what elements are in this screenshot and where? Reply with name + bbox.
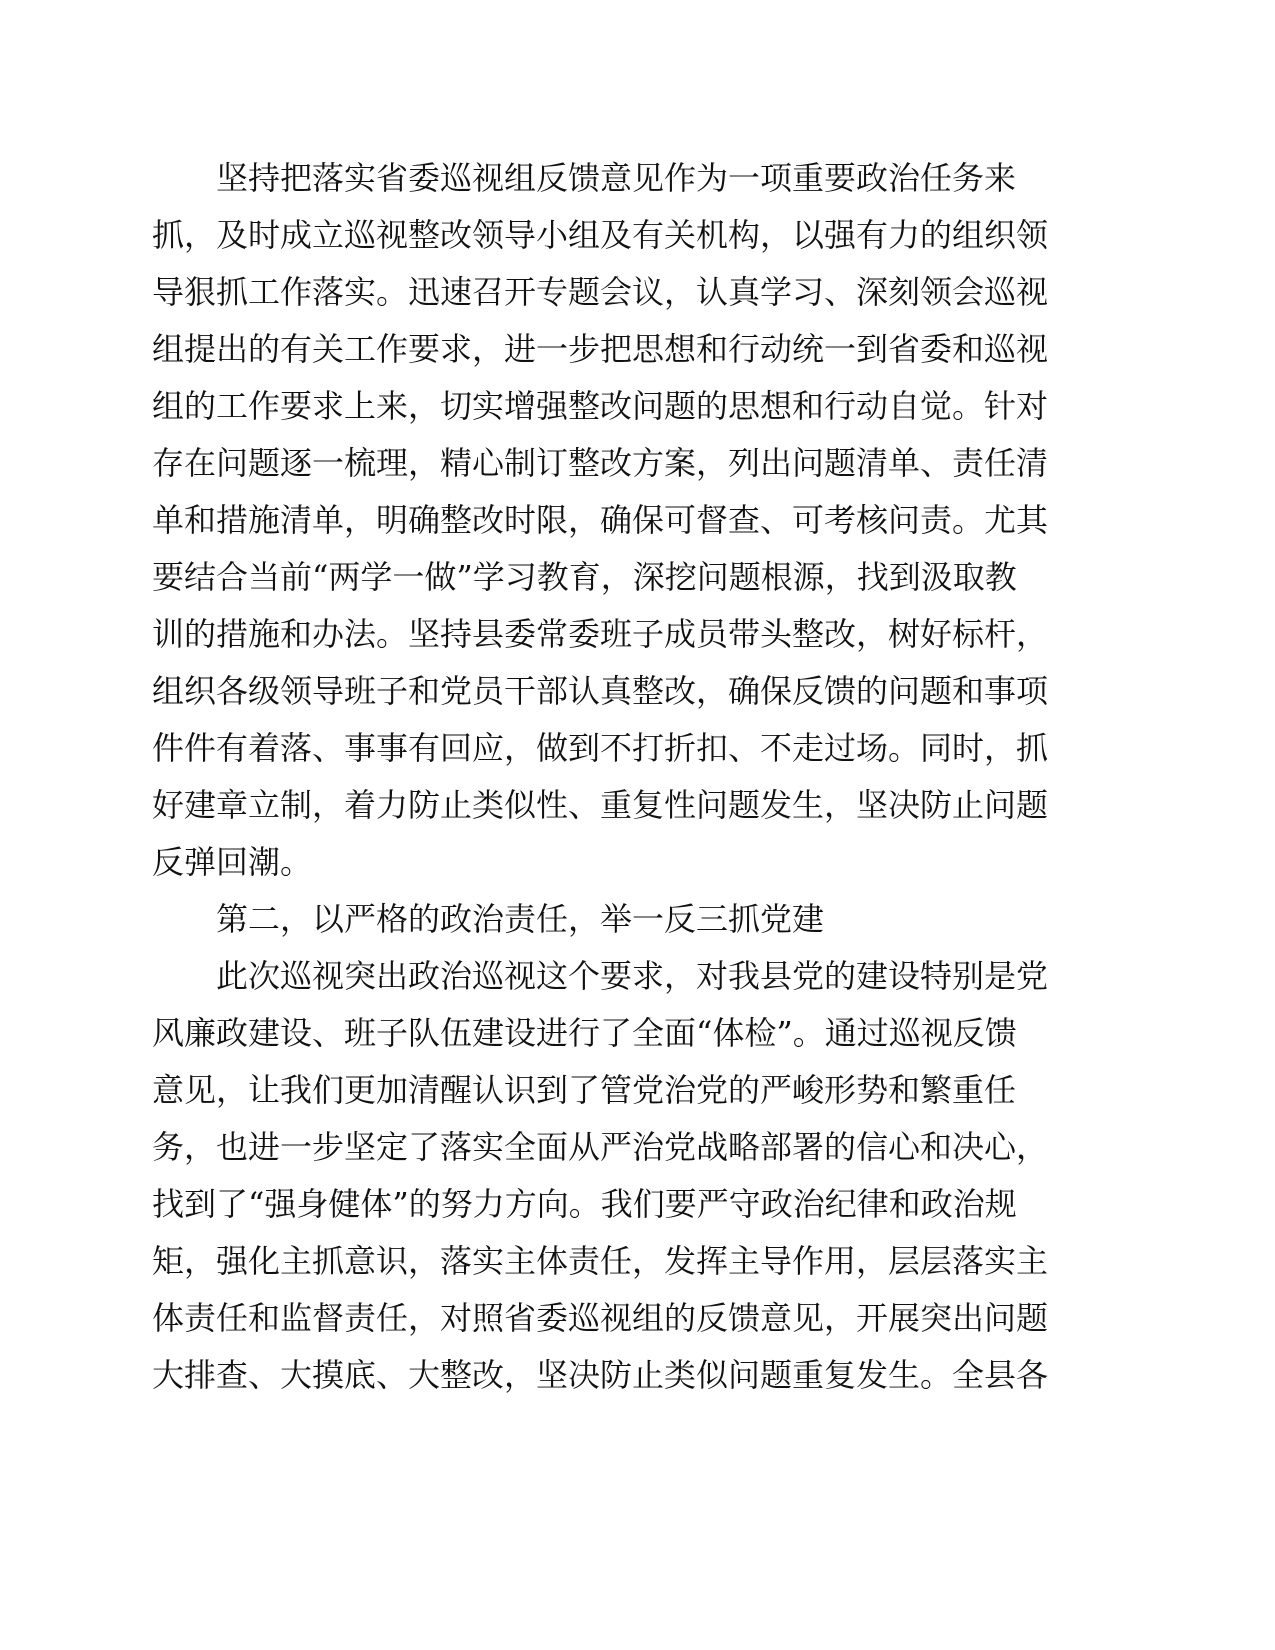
text-line: 组提出的有关工作要求，进一步把思想和行动统一到省委和巡视 [152,330,1049,368]
text-line: 务，也进一步坚定了落实全面从严治党战略部署的信心和决心， [152,1128,1049,1166]
text-line: 矩，强化主抓意识，落实主体责任，发挥主导作用，层层落实主 [152,1242,1049,1280]
text-line: 体责任和监督责任，对照省委巡视组的反馈意见，开展突出问题 [152,1299,1049,1337]
text-line: 好建章立制，着力防止类似性、重复性问题发生，坚决防止问题 [152,786,1049,824]
text-line: 件件有着落、事事有回应，做到不打折扣、不走过场。同时，抓 [152,729,1049,767]
text-line: 组织各级领导班子和党员干部认真整改，确保反馈的问题和事项 [152,672,1049,710]
heading-line: 第二，以严格的政治责任，举一反三抓党建 [216,900,825,938]
text-line: 单和措施清单，明确整改时限，确保可督查、可考核问责。尤其 [152,501,1049,539]
paragraph-implementation [152,150,1062,891]
text-line: 要结合当前“两学一做”学习教育，深挖问题根源，找到汲取教 [152,558,1017,596]
text-line: 抓，及时成立巡视整改领导小组及有关机构，以强有力的组织领 [152,216,1049,254]
text-line: 组的工作要求上来，切实增强整改问题的思想和行动自觉。针对 [152,387,1049,425]
paragraph-party-building [152,948,1062,1404]
text-line: 反弹回潮。 [152,843,313,881]
text-line: 风廉政建设、班子队伍建设进行了全面“体检”。通过巡视反馈 [152,1014,1017,1052]
text-line: 存在问题逐一梳理，精心制订整改方案，列出问题清单、责任清 [152,444,1049,482]
text-line: 大排查、大摸底、大整改，坚决防止类似问题重复发生。全县各 [152,1356,1049,1394]
text-line: 找到了“强身健体”的努力方向。我们要严守政治纪律和政治规 [152,1185,1017,1223]
text-line: 导狠抓工作落实。迅速召开专题会议，认真学习、深刻领会巡视 [152,273,1049,311]
section-heading [152,891,1062,948]
text-line: 训的措施和办法。坚持县委常委班子成员带头整改，树好标杆， [152,615,1049,653]
document-body [152,150,1062,1404]
text-line: 坚持把落实省委巡视组反馈意见作为一项重要政治任务来 [216,159,1017,197]
text-line: 此次巡视突出政治巡视这个要求，对我县党的建设特别是党 [216,957,1049,995]
text-line: 意见，让我们更加清醒认识到了管党治党的严峻形势和繁重任 [152,1071,1017,1109]
